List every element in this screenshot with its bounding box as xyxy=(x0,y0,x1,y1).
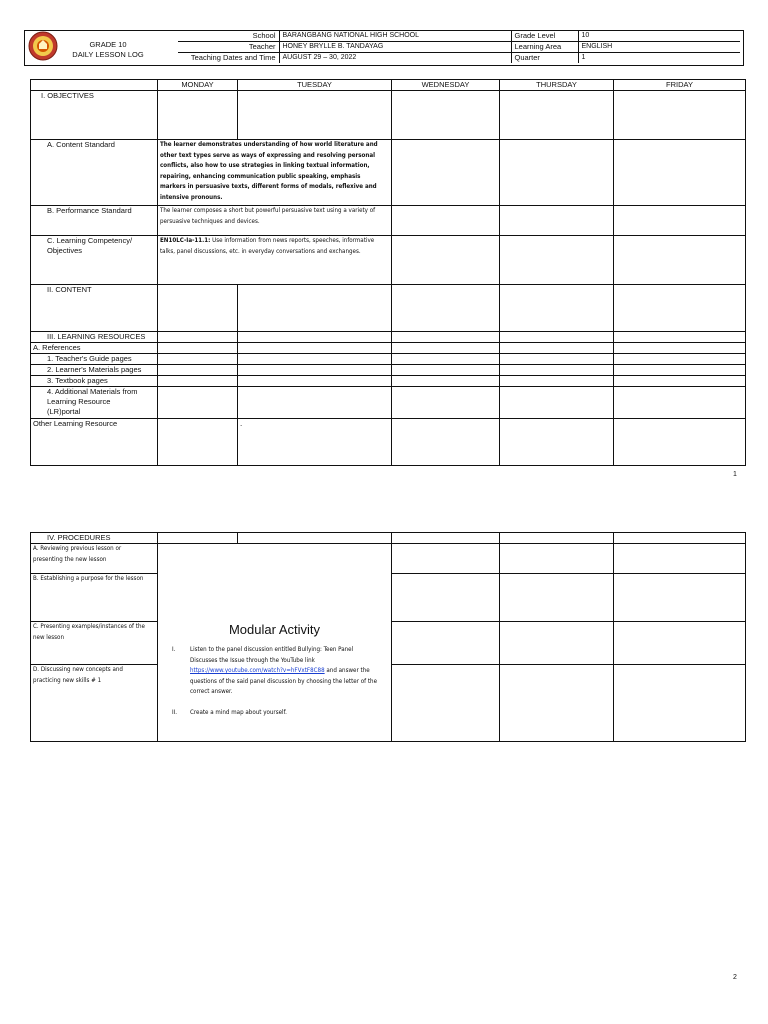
modular-item-1-num: I. xyxy=(172,646,176,653)
learning-area-label: Learning Area xyxy=(511,42,578,53)
other-resource-label: Other Learning Resource xyxy=(31,419,158,466)
corner-cell xyxy=(31,80,158,91)
other-resource-tuesday: . xyxy=(238,419,392,466)
modular-item-1-text-b: and answer the questions of the said panel discussion by choosing the letter of the correct answer. xyxy=(190,667,378,695)
proc-a xyxy=(31,544,158,574)
header-grade: GRADE 10 xyxy=(89,40,127,49)
youtube-link[interactable]: https://www.youtube.com/watch?v=hFVxtF8C88 xyxy=(190,667,325,674)
modular-title: Modular Activity xyxy=(228,622,321,637)
proc-c-text: C. Presenting examples/instances of the new lesson xyxy=(33,623,145,641)
performance-standard-label: B. Performance Standard xyxy=(31,206,158,236)
dates-value: AUGUST 29 – 30, 2022 xyxy=(279,53,511,64)
objectives-label: I. OBJECTIVES xyxy=(31,91,158,140)
header-info-table xyxy=(178,31,740,63)
school-value: BARANGBANG NATIONAL HIGH SCHOOL xyxy=(279,31,511,42)
day-thursday: THURSDAY xyxy=(500,80,614,91)
teacher-label: Teacher xyxy=(178,42,279,53)
day-tuesday: TUESDAY xyxy=(238,80,392,91)
proc-c xyxy=(31,622,158,665)
content-standard-label: A. Content Standard xyxy=(31,140,158,206)
teacher-value: HONEY BRYLLE B. TANDAYAG xyxy=(279,42,511,53)
header-title: DAILY LESSON LOG xyxy=(72,50,144,59)
additional-materials-label xyxy=(31,387,158,419)
grade-level-value: 10 xyxy=(578,31,740,42)
competency-label-text: C. Learning Competency/ Objectives xyxy=(47,236,133,255)
school-seal-icon xyxy=(28,31,58,61)
quarter-label: Quarter xyxy=(511,53,578,64)
quarter-value: 1 xyxy=(578,53,740,64)
proc-b-text: B. Establishing a purpose for the lesson xyxy=(33,575,144,582)
dates-label: Teaching Dates and Time xyxy=(178,53,279,64)
proc-d-text: D. Discussing new concepts and practicing new skills # 1 xyxy=(33,666,123,684)
tg-pages-label: 1. Teacher's Guide pages xyxy=(31,354,158,365)
modular-item-2-num: II. xyxy=(172,708,178,716)
lm-pages-label: 2. Learner's Materials pages xyxy=(31,365,158,376)
school-label: School xyxy=(178,31,279,42)
header-grade-block xyxy=(70,40,146,60)
modular-item-1 xyxy=(158,645,391,698)
modular-item-2 xyxy=(158,708,391,719)
competency-label xyxy=(31,236,158,285)
lesson-log-table xyxy=(30,79,746,466)
proc-d xyxy=(31,665,158,742)
day-wednesday: WEDNESDAY xyxy=(392,80,500,91)
learning-resources-label: III. LEARNING RESOURCES xyxy=(31,332,158,343)
procedures-label: IV. PROCEDURES xyxy=(31,533,158,544)
content-label: II. CONTENT xyxy=(31,285,158,332)
procedures-table xyxy=(30,532,746,742)
grade-level-label: Grade Level xyxy=(511,31,578,42)
day-monday: MONDAY xyxy=(158,80,238,91)
modular-activity-cell xyxy=(158,544,392,742)
competency-text: Use information from news reports, speeches, informative talks, panel discussions, etc. in everyday conversations and exchanges. xyxy=(160,237,375,255)
modular-item-2-text: Create a mind map about yourself. xyxy=(190,708,287,716)
competency-text-block xyxy=(160,236,388,257)
day-friday: FRIDAY xyxy=(614,80,746,91)
references-label: A. References xyxy=(31,343,158,354)
textbook-pages-label: 3. Textbook pages xyxy=(31,376,158,387)
proc-b xyxy=(31,574,158,622)
performance-standard-text: The learner composes a short but powerful persuasive text using a variety of persuasive techniques and devices. xyxy=(160,207,376,225)
modular-item-1-text-a: Listen to the panel discussion entitled Bullying: Teen Panel Discusses the Issue through the YouTube link xyxy=(190,646,354,664)
additional-materials-text: 4. Additional Materials from Learning Resource (LR)portal xyxy=(47,387,138,416)
content-standard-text: The learner demonstrates understanding of how world literature and other text types serve as ways of expressing and resolving personal conflicts, also how to use strategies in linking textual information, repairing, enhancing communication public speaking, emphasis markers in persuasive texts, different forms of modals, reflexive and intensive pronouns. xyxy=(160,141,378,201)
page-number-1: 1 xyxy=(733,471,737,478)
competency-code: EN10LC-Ia-11.1: xyxy=(160,237,211,244)
page-number-2: 2 xyxy=(733,974,737,981)
learning-area-value: ENGLISH xyxy=(578,42,740,53)
modular-item-1-text xyxy=(190,645,391,698)
proc-a-text: A. Reviewing previous lesson or presenting the new lesson xyxy=(33,545,122,563)
